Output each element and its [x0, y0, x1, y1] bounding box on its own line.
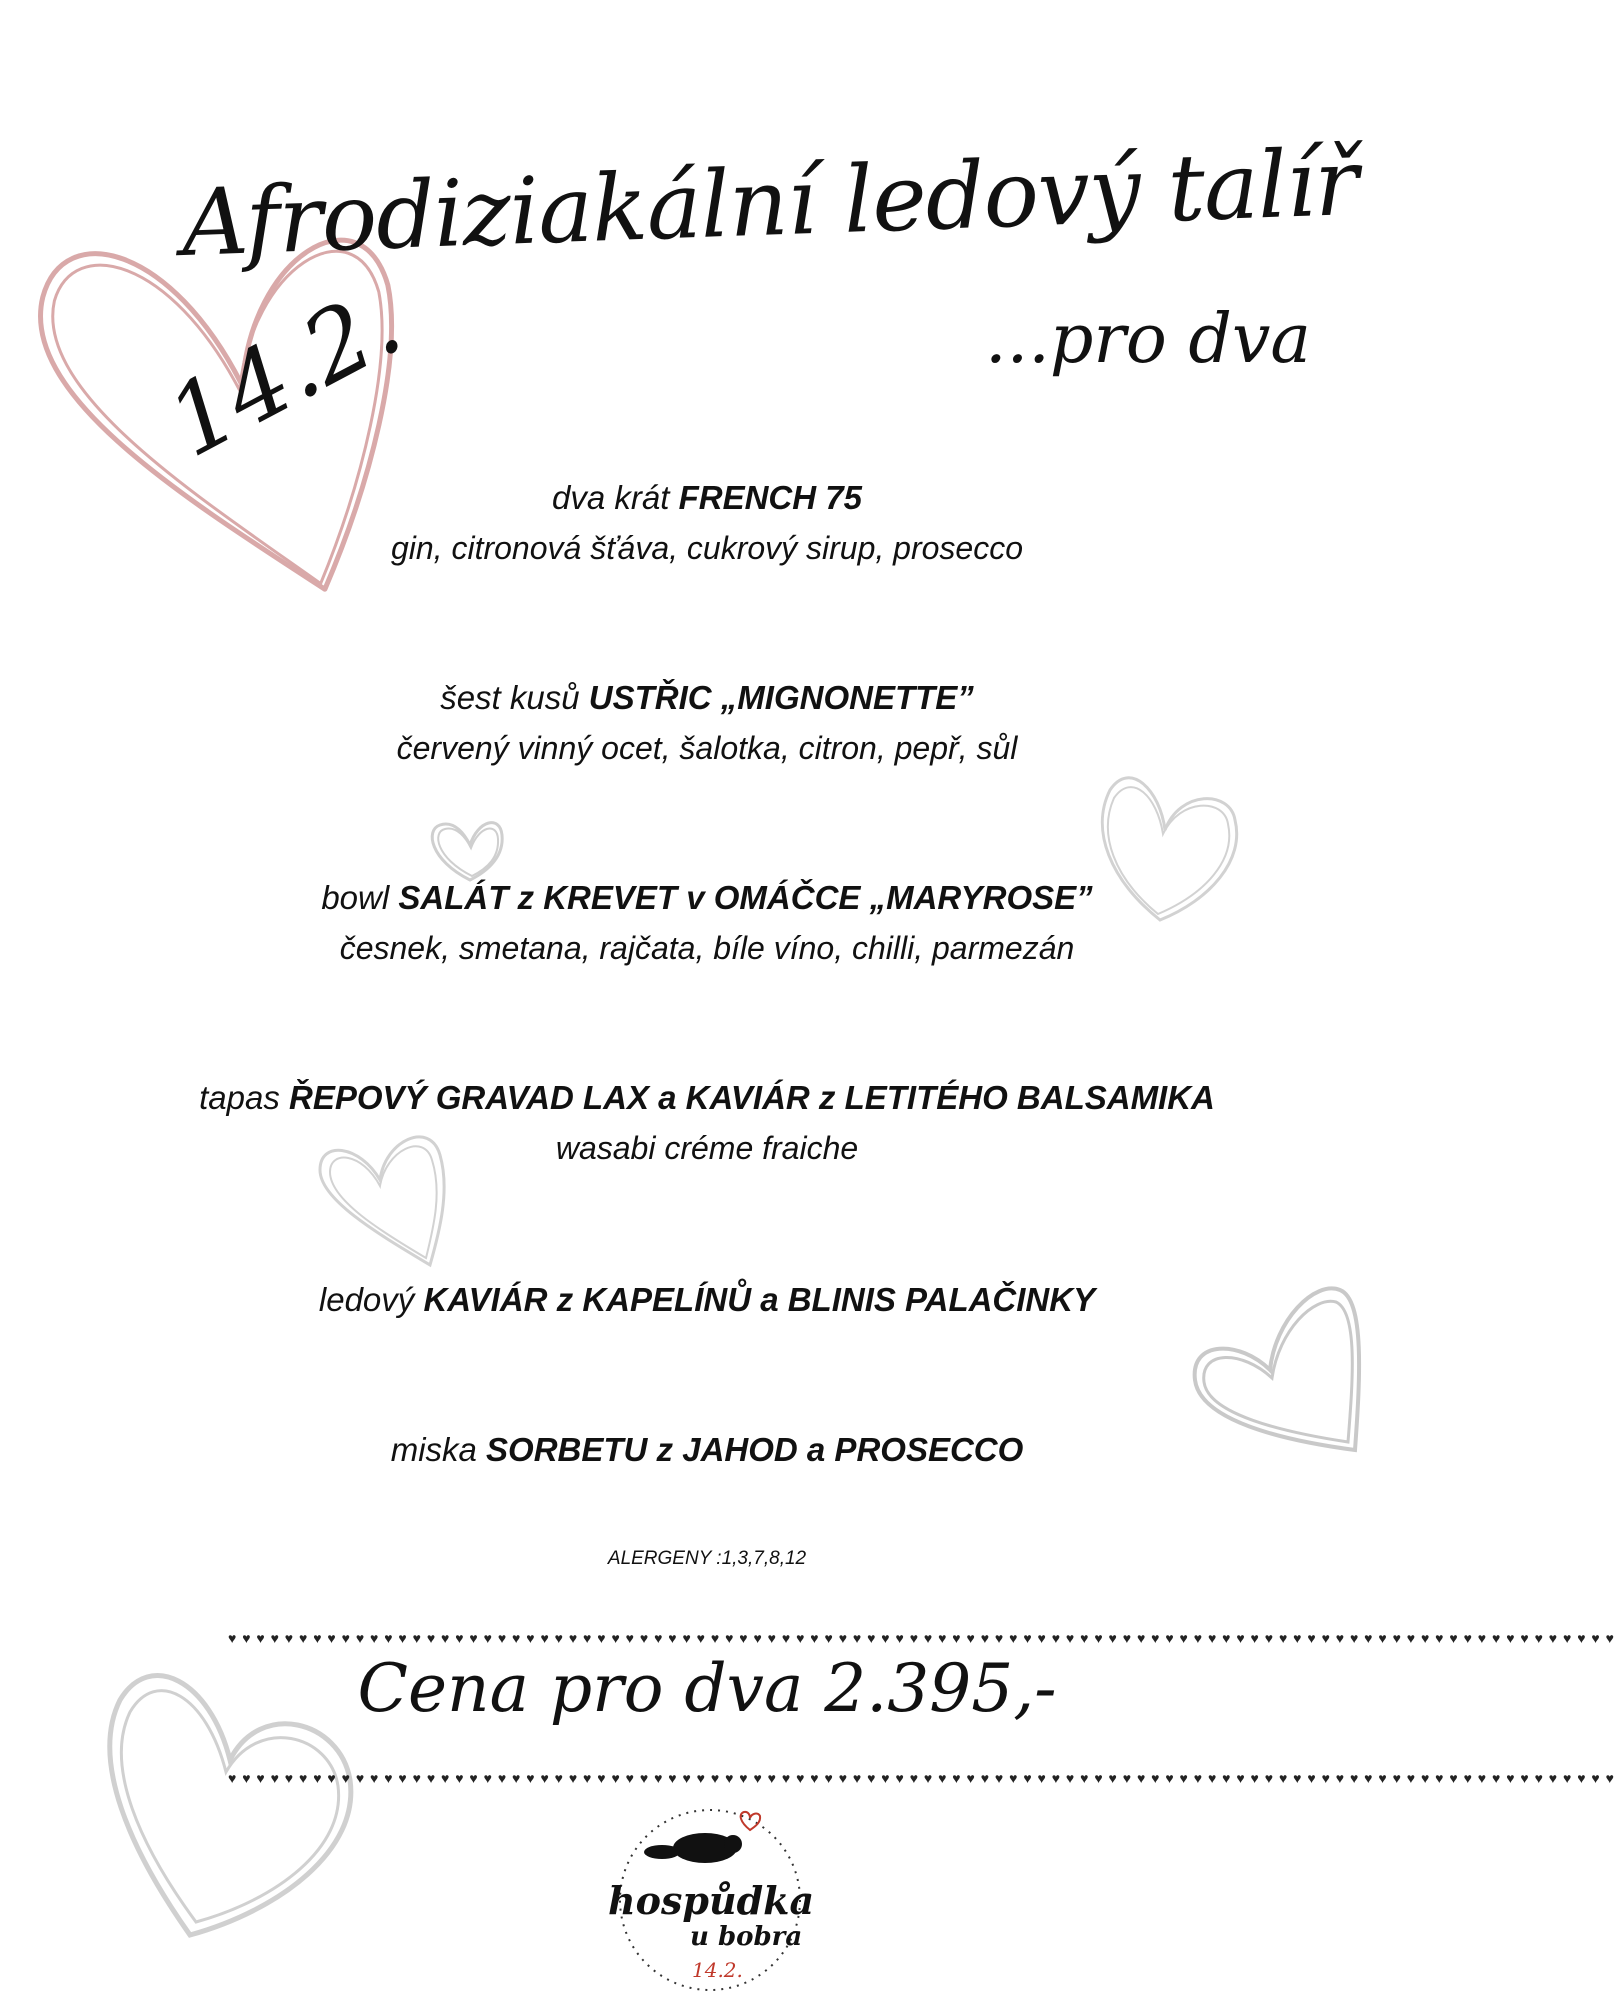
- heart-outline-icon: [432, 823, 502, 880]
- course-prefix: miska: [390, 1431, 487, 1468]
- logo-date: 14.2.: [692, 1958, 743, 1982]
- logo-name: hospůdka: [608, 1878, 815, 1923]
- course-item: [0, 678, 1414, 768]
- course-name: ŘEPOVÝ GRAVAD LAX a KAVIÁR z LETITÉHO BALSAMIKA: [289, 1079, 1215, 1116]
- course-prefix: bowl: [321, 879, 399, 916]
- valentine-date: 14.2.: [150, 265, 419, 479]
- menu-title: Afrodiziakální ledový talíř: [180, 128, 1360, 277]
- course-description: červený vinný ocet, šalotka, citron, pepř, sůl: [396, 730, 1018, 766]
- course-item: [0, 478, 1414, 568]
- price: Cena pro dva 2.395,-: [357, 1650, 1057, 1727]
- course-name: USTŘIC „MIGNONETTE”: [588, 679, 974, 716]
- logo-subname: u bobra: [690, 1922, 803, 1952]
- course-item: [0, 1430, 1414, 1470]
- course-name: FRENCH 75: [678, 479, 862, 516]
- small-heart-icon: [741, 1812, 761, 1830]
- course-item: [0, 1078, 1414, 1168]
- course-item: [0, 878, 1414, 968]
- course-name: SORBETU z JAHOD a PROSECCO: [486, 1431, 1024, 1468]
- course-prefix: tapas: [199, 1079, 289, 1116]
- allergen-note: ALERGENY :1,3,7,8,12: [607, 1548, 807, 1569]
- course-prefix: šest kusů: [440, 679, 589, 716]
- course-name: SALÁT z KREVET v OMÁČCE „MARYROSE”: [398, 879, 1093, 916]
- heart-divider-top: ♥ ♥ ♥ ♥ ♥ ♥ ♥ ♥ ♥ ♥ ♥ ♥ ♥ ♥ ♥ ♥ ♥ ♥ ♥ ♥ ♥ ♥ ♥ ♥ ♥ ♥ ♥ ♥ ♥ ♥ ♥ ♥ ♥ ♥ ♥ ♥ ♥ ♥ ♥ ♥ ♥ ♥ ♥ ♥ ♥ ♥ ♥ ♥ ♥ ♥ ♥ ♥ ♥ ♥ ♥ ♥ ♥ ♥ ♥ ♥ ♥ ♥ ♥ ♥ ♥ ♥ ♥ ♥ ♥ ♥ ♥ ♥ ♥ ♥ ♥ ♥ ♥ ♥ ♥ ♥ ♥ ♥ ♥ ♥ ♥ ♥ ♥ ♥ ♥ ♥ ♥ ♥ ♥ ♥ ♥ ♥ ♥ ♥: [228, 1630, 1615, 1646]
- course-name: KAVIÁR z KAPELÍNŮ a BLINIS PALAČINKY: [423, 1281, 1096, 1318]
- menu-subtitle: ...pro dva: [985, 300, 1311, 379]
- course-description: wasabi créme fraiche: [555, 1130, 859, 1166]
- course-description: česnek, smetana, rajčata, bíle víno, chilli, parmezán: [339, 930, 1075, 966]
- restaurant-logo: [600, 1800, 820, 2000]
- course-item: [0, 1280, 1414, 1320]
- course-description: gin, citronová šťáva, cukrový sirup, prosecco: [390, 530, 1024, 566]
- course-prefix: dva krát: [552, 479, 679, 516]
- beaver-icon: [644, 1833, 742, 1863]
- course-prefix: ledový: [318, 1281, 424, 1318]
- heart-divider-bottom: ♥ ♥ ♥ ♥ ♥ ♥ ♥ ♥ ♥ ♥ ♥ ♥ ♥ ♥ ♥ ♥ ♥ ♥ ♥ ♥ ♥ ♥ ♥ ♥ ♥ ♥ ♥ ♥ ♥ ♥ ♥ ♥ ♥ ♥ ♥ ♥ ♥ ♥ ♥ ♥ ♥ ♥ ♥ ♥ ♥ ♥ ♥ ♥ ♥ ♥ ♥ ♥ ♥ ♥ ♥ ♥ ♥ ♥ ♥ ♥ ♥ ♥ ♥ ♥ ♥ ♥ ♥ ♥ ♥ ♥ ♥ ♥ ♥ ♥ ♥ ♥ ♥ ♥ ♥ ♥ ♥ ♥ ♥ ♥ ♥ ♥ ♥ ♥ ♥ ♥ ♥ ♥ ♥ ♥ ♥ ♥ ♥ ♥: [228, 1770, 1615, 1786]
